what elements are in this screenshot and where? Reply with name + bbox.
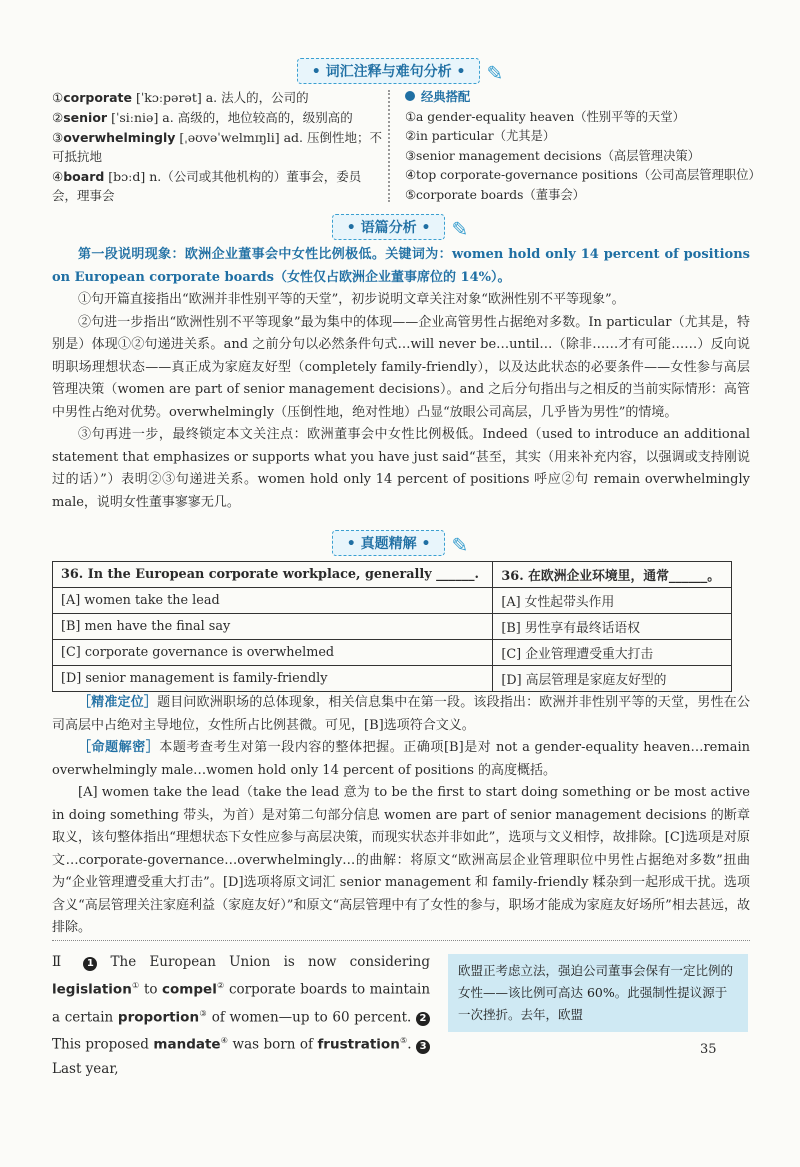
quill-icon: ✎ xyxy=(486,60,504,85)
option-en: [C] corporate governance is overwhelmed xyxy=(53,640,493,666)
translation-box: 欧盟正考虑立法，强迫公司董事会保有一定比例的女性——该比例可高达 60%。此强制性提议源于一次挫折。去年，欧盟 xyxy=(448,954,748,1032)
paragraph-mark: Ⅱ xyxy=(52,954,71,970)
sentence-number: 2 xyxy=(416,1012,430,1026)
vocab-item: ②senior [ˈsiːniə] a. 高级的，地位较高的，级别高的 xyxy=(52,110,353,125)
sentence-number: 3 xyxy=(416,1040,430,1054)
section-header-questions xyxy=(0,530,800,557)
question-stem-en: 36. In the European corporate workplace, generally ______. xyxy=(53,562,493,588)
quill-icon: ✎ xyxy=(451,216,469,241)
vocab-item: ①corporate [ˈkɔːpərət] a. 法人的，公司的 xyxy=(52,90,309,105)
table-row xyxy=(53,562,732,588)
vocab-item: ③overwhelmingly [ˌəʊvəˈwelmɪŋli] ad. 压倒性地；不可抵抗地 xyxy=(52,130,382,164)
option-en: [D] senior management is family-friendly xyxy=(53,666,493,692)
analysis-paragraph: ①句开篇直接指出“欧洲并非性别平等的天堂”，初步说明文章关注对象“欧洲性别不平等现象”。 xyxy=(78,292,625,307)
option-zh: [C] 企业管理遭受重大打击 xyxy=(493,640,732,666)
vocab-item: ④board [bɔːd] n.（公司或其他机构的）董事会，委员会，理事会 xyxy=(52,169,362,203)
vocab-list xyxy=(52,88,382,206)
collocation-list xyxy=(405,88,761,205)
option-zh: [B] 男性享有最终话语权 xyxy=(493,614,732,640)
question-table xyxy=(52,561,732,692)
question-stem-zh: 36. 在欧洲企业环境里，通常______。 xyxy=(493,562,732,588)
collocation-item: ①a gender-equality heaven（性别平等的天堂） xyxy=(405,109,685,124)
option-en: [B] men have the final say xyxy=(53,614,493,640)
dotted-divider xyxy=(52,940,750,941)
collocation-item: ②in particular（尤其是） xyxy=(405,129,556,143)
option-zh: [A] 女性起带头作用 xyxy=(493,588,732,614)
vocab-title: • 词汇注释与难句分析 • xyxy=(297,58,481,84)
analysis-lead: 第一段说明现象：欧洲企业董事会中女性比例极低。关键词为：women hold only 14 percent of positions on European corporate boards（女性仅占欧洲企业董事席位的 14%）。 xyxy=(52,247,750,285)
option-en: [A] women take the lead xyxy=(53,588,493,614)
table-row xyxy=(53,666,732,692)
collocation-item: ④top corporate-governance positions（公司高层管理职位） xyxy=(405,168,761,182)
collocation-item: ③senior management decisions（高层管理决策） xyxy=(405,148,700,163)
table-row xyxy=(53,614,732,640)
column-divider xyxy=(388,90,390,202)
tag-precise-location: ［精准定位］ xyxy=(78,695,158,710)
collocation-item: ⑤corporate boards（董事会） xyxy=(405,187,585,202)
option-zh: [D] 高层管理是家庭友好型的 xyxy=(493,666,732,692)
questions-title: • 真题精解 • xyxy=(332,530,446,556)
section-header-vocab xyxy=(0,58,800,85)
collocation-title: 经典搭配 xyxy=(421,90,471,104)
table-row xyxy=(53,640,732,666)
discourse-analysis xyxy=(52,244,750,514)
analysis-paragraph: ③句再进一步，最终锁定本文关注点：欧洲董事会中女性比例极低。Indeed（used to introduce an additional statement that emphasizes or supports what you have just said“甚至，其实（用来补充内容，以强调或支持刚说过的话）”）表明②③句递进关系。women hold only 14 percent of positions 呼应②句 remain overwhelmingly male，说明女性董事寥寥无几。 xyxy=(52,427,750,510)
analysis-paragraph: ②句进一步指出“欧洲性别不平等现象”最为集中的体现——企业高管男性占据绝对多数。In particular（尤其是，特别是）体现①②句递进关系。and 之前分句以必然条件句式…will never be…until…（除非……才有可能……）反向说明职场理想状态——真正成为家庭友好型（completely family-friendly），以及达此状态的必要条件——女性参与高层管理决策（women are part of senior management decisions）。and 之后分句指出与之相反的当前实际情形：高管中男性占绝对优势。overwhelmingly（压倒性地，绝对性地）凸显“放眼公司高层，几乎皆为男性”的情境。 xyxy=(52,314,750,420)
explanation-paragraph: [A] women take the lead（take the lead 意为 to be the first to start doing something or be most active in doing something 带头，为首）是对第二句部分信息 women are part of senior management decisions 的断章取义，该句整体指出“理想状态下女性应参与高层决策，而现实状态并非如此”，选项与文义相悖，故排除。[C]选项是对原文…corporate-governance…overwhelmingly…的曲解：将原文“欧洲高层企业管理职位中男性占据绝对多数”扭曲为“企业管理遭受重大打击”。[D]选项将原文词汇 senior management 和 family-friendly 糅杂到一起形成干扰。选项含义“高层管理关注家庭利益（家庭友好）”和原文“高层管理中有了女性的参与，职场才能成为家庭友好场所”相去甚远，故排除。 xyxy=(52,785,750,935)
bullet-icon xyxy=(405,91,415,101)
sentence-number: 1 xyxy=(83,957,97,971)
tag-question-decode: ［命题解密］ xyxy=(78,740,160,755)
question-explanation xyxy=(52,692,750,940)
passage-paragraph-2: Ⅱ 1 The European Union is now considering legislation① to compel② corporate boards to maintain a certain proportion③ of women—up to 60 percent. 2 This proposed mandate④ was born of frustration⑤. 3 Last year, xyxy=(52,954,431,1077)
explanation-paragraph: ［精准定位］题目问欧洲职场的总体现象，相关信息集中在第一段。该段指出：欧洲并非性别平等的天堂，男性在公司高层中占绝对主导地位，女性所占比例甚微。可见，[B]选项符合文义。 xyxy=(52,695,750,733)
table-row xyxy=(53,588,732,614)
page-number: 35 xyxy=(700,1042,717,1057)
analysis-title: • 语篇分析 • xyxy=(332,214,446,240)
section-header-analysis xyxy=(0,214,800,241)
explanation-paragraph: ［命题解密］本题考查考生对第一段内容的整体把握。正确项[B]是对 not a gender-equality heaven…remain overwhelmingly male…women hold only 14 percent of positions 的高度概括。 xyxy=(52,740,750,778)
quill-icon: ✎ xyxy=(451,532,469,557)
